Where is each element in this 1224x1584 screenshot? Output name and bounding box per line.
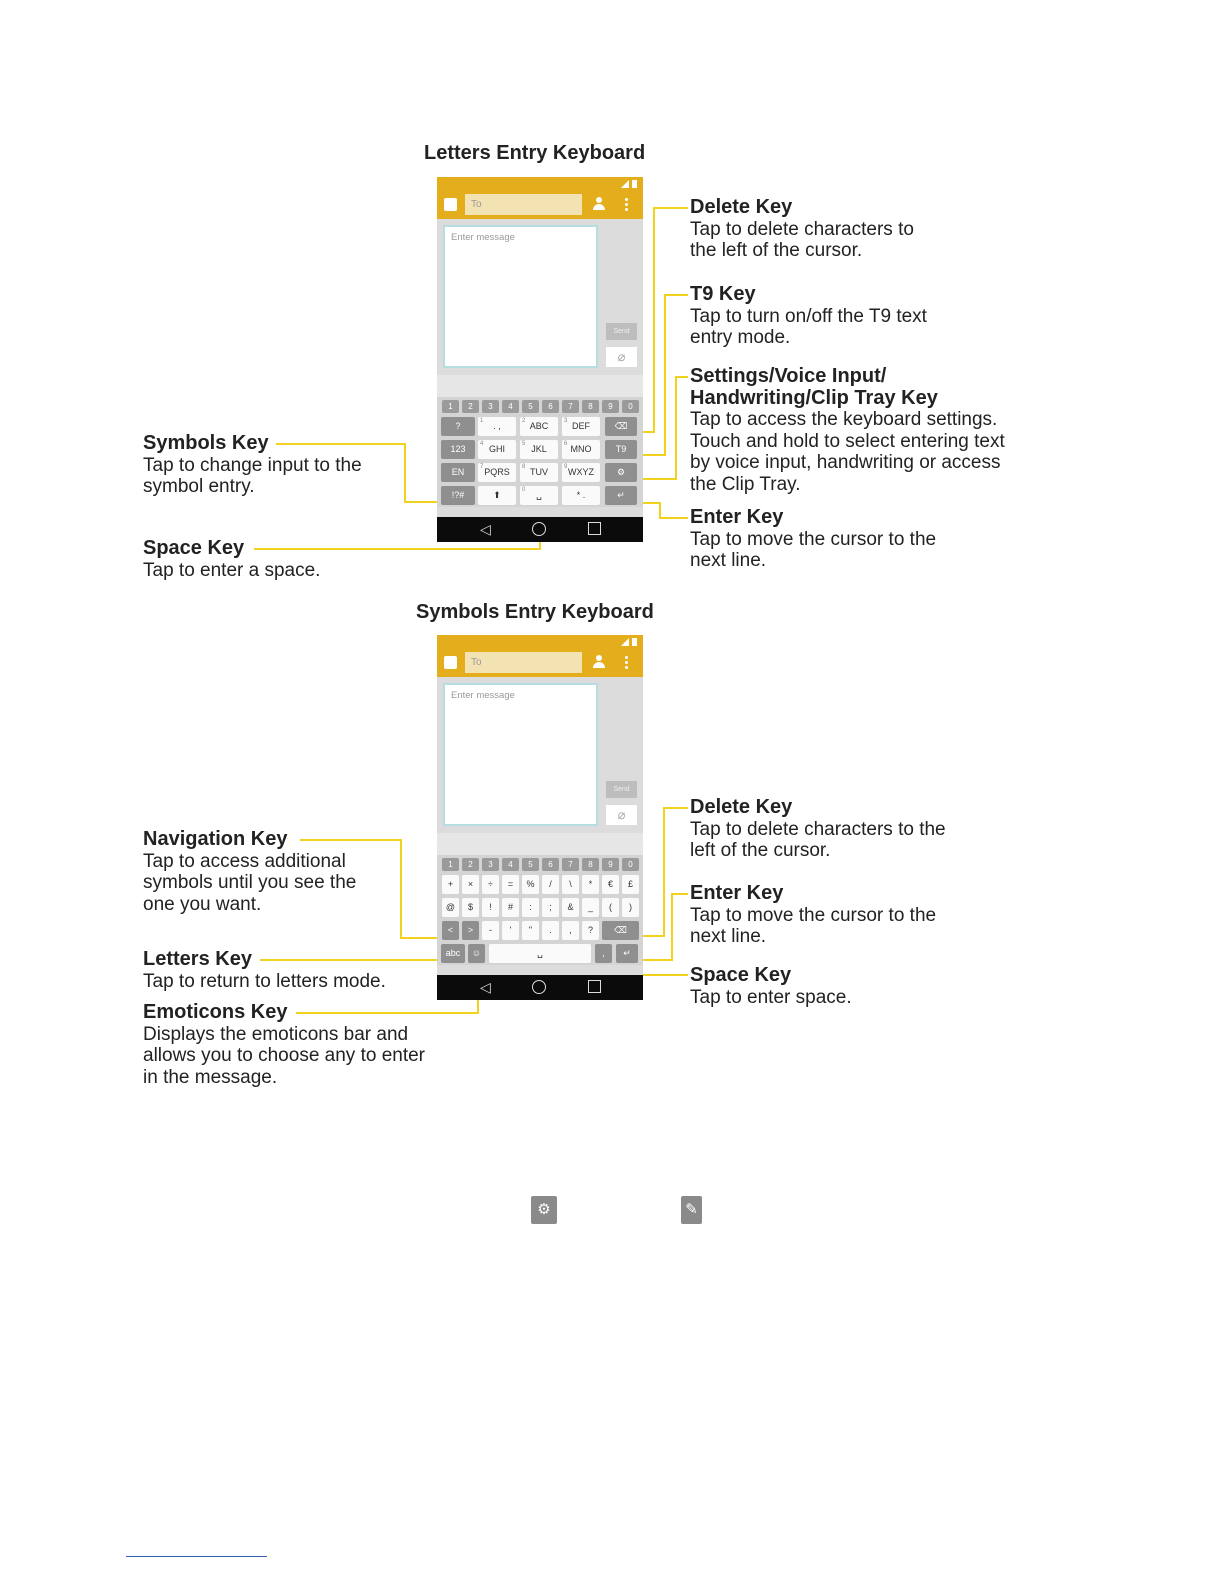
app-bar bbox=[437, 649, 643, 677]
key-comma-2[interactable]: , bbox=[595, 944, 612, 963]
phone-symbols-keyboard bbox=[437, 635, 643, 1000]
home-icon[interactable] bbox=[532, 522, 546, 536]
leader-enter-2 bbox=[636, 894, 688, 960]
signal-icon bbox=[621, 638, 629, 646]
overflow-menu-icon[interactable] bbox=[625, 197, 628, 211]
key-ampersand[interactable]: & bbox=[562, 898, 579, 917]
leader-delete-2 bbox=[636, 808, 688, 936]
callout-emoticons-key: Emoticons Key Displays the emoticons bar and allows you to choose any to enter in the message. bbox=[143, 1001, 426, 1088]
key-rparen[interactable]: ) bbox=[622, 898, 639, 917]
callout-navigation-key: Navigation Key Tap to access additional symbols until you see the one you want. bbox=[143, 828, 357, 915]
key-question[interactable]: ? bbox=[582, 921, 599, 940]
settings-key-icon: ⚙ bbox=[531, 1196, 557, 1224]
navigation-key-next[interactable]: > bbox=[462, 921, 479, 940]
key-equals[interactable]: = bbox=[502, 875, 519, 894]
contact-icon[interactable] bbox=[593, 655, 605, 669]
key-row-4 bbox=[437, 484, 643, 507]
key-asterisk[interactable]: * bbox=[582, 875, 599, 894]
attach-icon[interactable]: ⌀ bbox=[606, 805, 637, 825]
apps-icon[interactable] bbox=[444, 198, 457, 211]
key-row-1 bbox=[437, 415, 643, 438]
status-bar bbox=[437, 635, 643, 649]
leader-enter-1 bbox=[636, 503, 688, 518]
callout-settings-key: Settings/Voice Input/ Handwriting/Clip Tray Key Tap to access the keyboard settings. Touch and hold to select entering text by voice input, handwriting or access the Clip Tray. bbox=[690, 365, 1005, 495]
phone-letters-keyboard bbox=[437, 177, 643, 542]
key-question[interactable]: ? bbox=[441, 417, 475, 436]
number-row bbox=[437, 855, 643, 873]
pencil-icon: ✎ bbox=[681, 1196, 702, 1224]
letters-key[interactable]: abc bbox=[441, 944, 465, 963]
key-percent[interactable]: % bbox=[522, 875, 539, 894]
battery-icon bbox=[632, 180, 637, 188]
key-2[interactable]: 2 bbox=[462, 858, 479, 871]
app-bar bbox=[437, 191, 643, 219]
nav-bar bbox=[437, 975, 643, 1000]
key-5[interactable]: 5 bbox=[522, 858, 539, 871]
key-semicolon[interactable]: ; bbox=[542, 898, 559, 917]
key-pqrs[interactable]: 7 PQRS bbox=[478, 463, 516, 482]
letters-keyboard bbox=[437, 397, 643, 507]
battery-icon bbox=[632, 638, 637, 646]
space-key[interactable]: 0 ␣ bbox=[520, 486, 558, 505]
attach-icon[interactable]: ⌀ bbox=[606, 347, 637, 367]
key-language[interactable]: EN bbox=[441, 463, 475, 482]
t9-key[interactable]: T9 bbox=[605, 440, 637, 459]
message-field[interactable]: Enter message bbox=[443, 683, 598, 826]
key-plus[interactable]: + bbox=[442, 875, 459, 894]
key-row-3 bbox=[437, 461, 643, 484]
key-6[interactable]: 6 bbox=[542, 858, 559, 871]
number-row bbox=[437, 397, 643, 415]
key-exclaim[interactable]: ! bbox=[482, 898, 499, 917]
key-punct[interactable]: 1 . , bbox=[478, 417, 516, 436]
key-8[interactable]: 8 bbox=[582, 858, 599, 871]
figure2-title: Symbols Entry Keyboard bbox=[416, 601, 654, 623]
key-0[interactable]: 0 bbox=[622, 858, 639, 871]
key-times[interactable]: × bbox=[462, 875, 479, 894]
symbol-row-3 bbox=[437, 919, 643, 942]
key-period[interactable]: . bbox=[542, 921, 559, 940]
key-wxyz[interactable]: 9 WXYZ bbox=[562, 463, 600, 482]
key-jkl[interactable]: 5 JKL bbox=[520, 440, 558, 459]
enter-key[interactable]: ↵ bbox=[616, 944, 638, 963]
key-comma[interactable]: , bbox=[562, 921, 579, 940]
navigation-key-prev[interactable]: < bbox=[442, 921, 459, 940]
recents-icon[interactable] bbox=[588, 980, 601, 993]
delete-key[interactable]: ⌫ bbox=[602, 921, 639, 940]
key-2[interactable]: 2 bbox=[462, 400, 479, 413]
callout-enter-key-1: Enter Key Tap to move the cursor to the next line. bbox=[690, 506, 937, 571]
callout-space-key-1: Space Key Tap to enter a space. bbox=[143, 537, 321, 581]
key-3[interactable]: 3 bbox=[482, 858, 499, 871]
status-bar bbox=[437, 177, 643, 191]
callout-space-key-2: Space Key Tap to enter space. bbox=[690, 964, 852, 1008]
key-tuv[interactable]: 8 TUV bbox=[520, 463, 558, 482]
send-button[interactable]: Send bbox=[606, 323, 637, 340]
delete-key[interactable]: ⌫ bbox=[605, 417, 637, 436]
key-7[interactable]: 7 bbox=[562, 400, 579, 413]
key-abc[interactable]: 2 ABC bbox=[520, 417, 558, 436]
leader-delete-1 bbox=[636, 208, 688, 432]
enter-key[interactable]: ↵ bbox=[605, 486, 637, 505]
to-field[interactable]: To bbox=[465, 194, 582, 215]
key-apostrophe[interactable]: ' bbox=[502, 921, 519, 940]
key-5[interactable]: 5 bbox=[522, 400, 539, 413]
key-at[interactable]: @ bbox=[442, 898, 459, 917]
key-dash[interactable]: - bbox=[482, 921, 499, 940]
callout-t9-key: T9 Key Tap to turn on/off the T9 text entry mode. bbox=[690, 283, 927, 348]
shift-key[interactable]: ⬆ bbox=[478, 486, 516, 505]
key-dollar[interactable]: $ bbox=[462, 898, 479, 917]
key-mno[interactable]: 6 MNO bbox=[562, 440, 600, 459]
callout-delete-key-2: Delete Key Tap to delete characters to the left of the cursor. bbox=[690, 796, 946, 861]
symbol-row-4 bbox=[437, 942, 643, 965]
key-ghi[interactable]: 4 GHI bbox=[478, 440, 516, 459]
overflow-menu-icon[interactable] bbox=[625, 655, 628, 669]
key-lparen[interactable]: ( bbox=[602, 898, 619, 917]
key-row-2 bbox=[437, 438, 643, 461]
key-pound[interactable]: £ bbox=[622, 875, 639, 894]
key-quote[interactable]: " bbox=[522, 921, 539, 940]
key-4[interactable]: 4 bbox=[502, 400, 519, 413]
key-slash[interactable]: / bbox=[542, 875, 559, 894]
key-star[interactable]: * . bbox=[562, 486, 600, 505]
key-1[interactable]: 1 bbox=[442, 400, 459, 413]
callout-letters-key: Letters Key Tap to return to letters mode. bbox=[143, 948, 386, 992]
to-field[interactable]: To bbox=[465, 652, 582, 673]
settings-key[interactable]: ⚙ bbox=[605, 463, 637, 482]
signal-icon bbox=[621, 180, 629, 188]
key-divide[interactable]: ÷ bbox=[482, 875, 499, 894]
key-3[interactable]: 3 bbox=[482, 400, 499, 413]
symbols-keyboard bbox=[437, 855, 643, 965]
contact-icon[interactable] bbox=[593, 197, 605, 211]
nav-bar bbox=[437, 517, 643, 542]
key-underscore[interactable]: _ bbox=[582, 898, 599, 917]
symbols-key[interactable]: !?# bbox=[441, 486, 475, 505]
suggestion-strip bbox=[437, 833, 643, 855]
symbol-row-1 bbox=[437, 873, 643, 896]
key-def[interactable]: 3 DEF bbox=[562, 417, 600, 436]
callout-enter-key-2: Enter Key Tap to move the cursor to the next line. bbox=[690, 882, 937, 947]
key-4[interactable]: 4 bbox=[502, 858, 519, 871]
footnote-divider bbox=[126, 1556, 267, 1557]
key-1[interactable]: 1 bbox=[442, 858, 459, 871]
leader-settings bbox=[636, 377, 688, 479]
key-123[interactable]: 123 bbox=[441, 440, 475, 459]
callout-symbols-key: Symbols Key Tap to change input to the symbol entry. bbox=[143, 432, 362, 497]
back-icon[interactable]: ◁ bbox=[480, 979, 491, 995]
key-euro[interactable]: € bbox=[602, 875, 619, 894]
send-button[interactable]: Send bbox=[606, 781, 637, 798]
figure1-title: Letters Entry Keyboard bbox=[424, 142, 646, 164]
back-icon[interactable]: ◁ bbox=[480, 521, 491, 537]
message-field[interactable]: Enter message bbox=[443, 225, 598, 368]
suggestion-strip bbox=[437, 375, 643, 397]
key-colon[interactable]: : bbox=[522, 898, 539, 917]
key-9[interactable]: 9 bbox=[602, 400, 619, 413]
recents-icon[interactable] bbox=[588, 522, 601, 535]
apps-icon[interactable] bbox=[444, 656, 457, 669]
key-hash[interactable]: # bbox=[502, 898, 519, 917]
key-9[interactable]: 9 bbox=[602, 858, 619, 871]
key-backslash[interactable]: \ bbox=[562, 875, 579, 894]
emoticons-key[interactable]: ☺ bbox=[468, 944, 485, 963]
symbol-row-2 bbox=[437, 896, 643, 919]
key-7[interactable]: 7 bbox=[562, 858, 579, 871]
home-icon[interactable] bbox=[532, 980, 546, 994]
callout-delete-key-1: Delete Key Tap to delete characters to the left of the cursor. bbox=[690, 196, 914, 261]
key-6[interactable]: 6 bbox=[542, 400, 559, 413]
key-8[interactable]: 8 bbox=[582, 400, 599, 413]
space-key[interactable]: ␣ bbox=[489, 944, 591, 963]
key-0[interactable]: 0 bbox=[622, 400, 639, 413]
